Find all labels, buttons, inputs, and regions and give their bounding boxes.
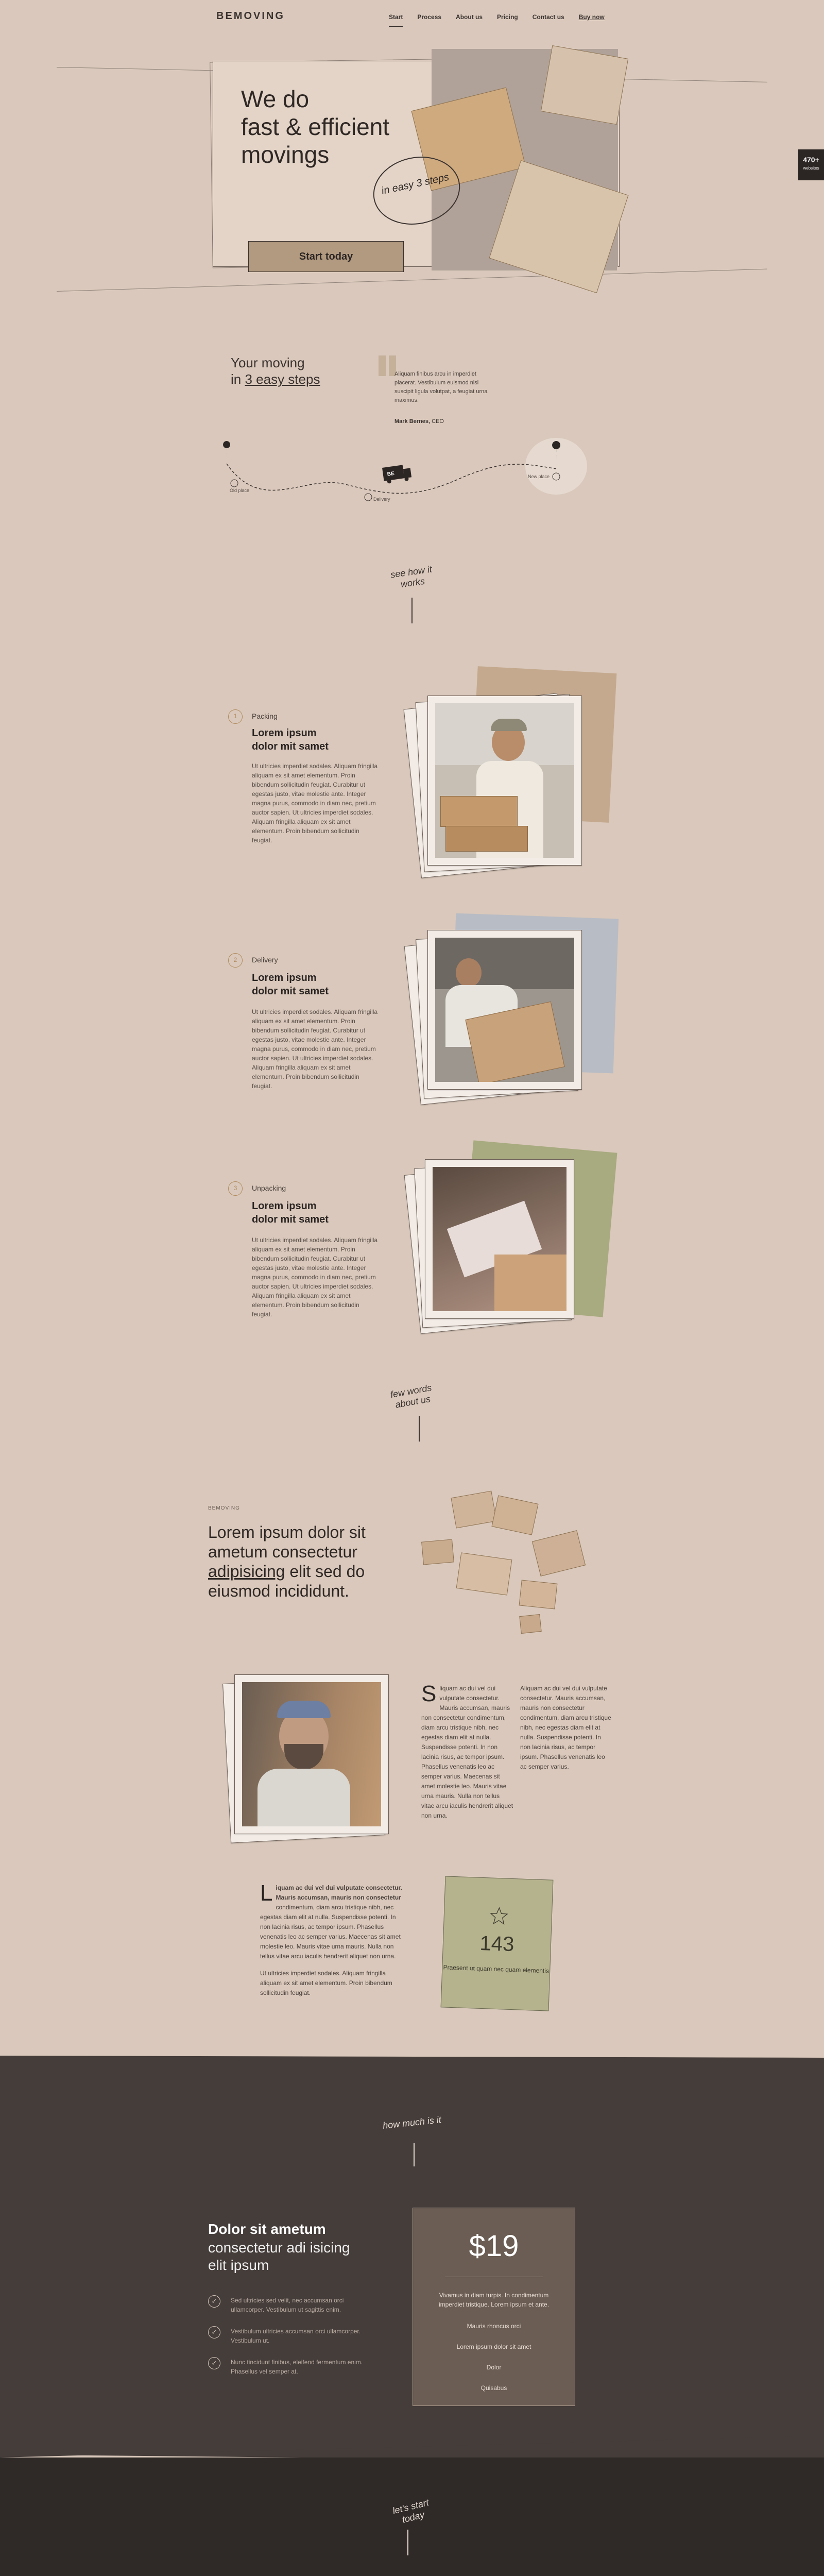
about-column-1-text: liquam ac dui vel dui vulputate consectetur. Mauris accumsan, mauris non consectetur condimentum, diam arcu tristique nibh, nec egestas diam elit at nulla. Suspendisse potenti. In non lacinia risus, ac tempor ipsum. Phasellus venenatis leo ac semper varius. Maecenas sit amet molestie leo. Mauris vitae urna mauris. Nulla non tellus vitae arcu iaculis hendrerit aliquet non urna. — [421, 1685, 513, 1819]
about-title-link[interactable]: adipisicing — [208, 1562, 285, 1581]
origin-label: Old place — [230, 488, 250, 493]
side-badge-count: 470+ — [803, 156, 819, 164]
about-title-line: ametum consectetur — [208, 1543, 357, 1561]
truck-label: BE — [387, 470, 395, 478]
steps-title-pre: in — [231, 371, 245, 387]
main-nav — [389, 13, 605, 27]
how-much-note: how much is it — [382, 2114, 442, 2131]
pricing-section — [0, 2056, 824, 2463]
price-feature: Quisabus — [480, 2384, 507, 2392]
counter-label: Praesent ut quam nec quam elementis — [443, 1963, 550, 1975]
step-label: Unpacking — [252, 1184, 286, 1192]
about-dropcap: S — [421, 1681, 437, 1706]
about-title-line: elit sed do — [285, 1562, 365, 1581]
price-feature: Mauris rhoncus orci — [467, 2323, 521, 2330]
nav-buy-now[interactable]: Buy now — [578, 13, 605, 21]
price-features — [413, 2321, 575, 2393]
step-title-line: dolor mit samet — [252, 986, 329, 997]
about-title-line: Lorem ipsum dolor sit — [208, 1523, 366, 1541]
portrait-photo — [234, 1674, 389, 1834]
box-pile — [421, 1539, 454, 1565]
box-pile — [456, 1552, 512, 1595]
step-text: Ut ultricies imperdiet sodales. Aliquam fringilla aliquam ex sit amet elementum. Proin bibendum sollicitudin feugiat. Curabitur ut egestas justo, vitae molestie ante. Integer magna purus, commodo in diam nec, pretium auctor sapien. Ut ultricies imperdiet sodales. Aliquam fringilla aliquam ex sit amet elementum. Proin bibendum sollicitudin feugiat. — [252, 762, 378, 844]
unpacking-photo — [425, 1159, 574, 1319]
nav-process[interactable]: Process — [417, 13, 442, 21]
mid-marker — [365, 494, 372, 501]
hero-title-line: fast & efficient — [241, 113, 390, 140]
counter-card — [441, 1876, 554, 2011]
arrow-down-icon — [414, 2143, 415, 2166]
delivery-photo-image — [435, 938, 574, 1082]
check-icon: ✓ — [208, 2357, 220, 2369]
about-column-2: Aliquam ac dui vel dui vulputate consectetur. Mauris accumsan, mauris non consectetur condimentum, diam arcu tristique nibh, nec egestas diam elit at nulla. Suspendisse potenti. In non lacinia risus, ac tempor ipsum. Phasellus venenatis leo ac semper varius. — [520, 1685, 611, 1770]
lets-start-note: let's start today — [391, 2497, 430, 2525]
side-badge[interactable] — [798, 149, 824, 180]
hero-box-top — [541, 45, 628, 125]
truck-icon — [382, 464, 412, 484]
origin-marker — [231, 480, 238, 487]
price-amount: $19 — [469, 2229, 519, 2263]
author-role: CEO — [432, 418, 444, 425]
box-pile — [491, 1495, 538, 1535]
delivery-photo — [427, 930, 582, 1090]
dest-label: New place — [528, 474, 550, 479]
steps-title-link[interactable]: 3 easy steps — [245, 371, 320, 387]
step-title — [252, 726, 329, 753]
nav-about[interactable]: About us — [456, 13, 483, 21]
arrow-down-icon — [411, 598, 413, 623]
step-title-line: Lorem ipsum — [252, 972, 317, 984]
counter-number: 143 — [479, 1931, 515, 1956]
hero-title-line: movings — [241, 141, 330, 168]
quote-text: Aliquam finibus arcu in imperdiet placerat. Vestibulum euismod nisl suscipit ligula volutpat, a feugiat urna maximus. — [394, 371, 488, 403]
star-icon — [489, 1906, 508, 1925]
steps-title — [231, 354, 320, 387]
arrow-down-icon — [407, 2530, 408, 2555]
price-description: Vivamus in diam turpis. In condimentum imperdiet tristique. Lorem ipsum et ante. — [438, 2292, 550, 2308]
pricing-check-text: Vestibulum ultricies accumsan orci ullamcorper. Vestibulum ut. — [231, 2328, 361, 2344]
about-column-3 — [260, 1880, 404, 1998]
step-title — [252, 971, 329, 998]
easy-steps-stamp: in easy 3 steps — [367, 149, 466, 233]
box-pile — [519, 1614, 541, 1634]
hero-title-line: We do — [241, 86, 310, 112]
logo[interactable]: BEMOVING — [216, 10, 285, 22]
nav-start[interactable]: Start — [389, 13, 403, 27]
step-title-line: Lorem ipsum — [252, 727, 317, 739]
portrait-photo-image — [242, 1682, 381, 1826]
step-text: Ut ultricies imperdiet sodales. Aliquam fringilla aliquam ex sit amet elementum. Proin bibendum sollicitudin feugiat. Curabitur ut egestas justo, vitae molestie ante. Integer magna purus, commodo in diam nec, pretium auctor sapien. Ut ultricies imperdiet sodales. Aliquam fringilla aliquam ex sit amet elementum. Proin bibendum sollicitudin feugiat. — [252, 1236, 378, 1318]
author-name: Mark Bernes, — [394, 418, 431, 425]
unpacking-photo-image — [433, 1167, 566, 1311]
step-title-line: dolor mit samet — [252, 741, 329, 752]
step-number: 3 — [228, 1181, 243, 1196]
pricing-check-text: Sed ultricies sed velit, nec accumsan orci ullamcorper. Vestibulum ut sagittis enim. — [231, 2297, 344, 2313]
step-text: Ut ultricies imperdiet sodales. Aliquam fringilla aliquam ex sit amet elementum. Proin bibendum sollicitudin feugiat. Curabitur ut egestas justo, vitae molestie ante. Integer magna purus, commodo in diam nec, pretium auctor sapien. Ut ultricies imperdiet sodales. Aliquam fringilla aliquam ex sit amet elementum. Proin bibendum sollicitudin feugiat. — [252, 1008, 378, 1090]
step-title-line: dolor mit samet — [252, 1214, 329, 1225]
few-words-note: few words about us — [389, 1382, 433, 1410]
pricing-subtitle-line: consectetur adi isicing — [208, 2240, 350, 2256]
origin-pin-icon — [223, 441, 230, 457]
price-feature: Lorem ipsum dolor sit amet — [456, 2343, 531, 2350]
mid-label: Delivery — [373, 497, 390, 502]
side-badge-label: websites — [803, 166, 819, 171]
step-title-line: Lorem ipsum — [252, 1200, 317, 1212]
about-column-3-bold: iquam ac dui vel dui vulputate consectetur. Mauris accumsan, mauris non consectetur — [276, 1884, 402, 1901]
check-icon: ✓ — [208, 2295, 220, 2308]
packing-photo-image — [435, 703, 574, 858]
step-number: 1 — [228, 709, 243, 724]
box-pile — [519, 1580, 558, 1609]
arrow-down-icon — [419, 1416, 420, 1442]
pricing-check-text: Nunc tincidunt finibus, eleifend fermentum enim. Phasellus vel semper at. — [231, 2359, 363, 2375]
route-map — [216, 438, 618, 531]
step-label: Delivery — [252, 956, 278, 964]
step-number: 2 — [228, 953, 243, 968]
pricing-subtitle — [208, 2239, 350, 2274]
steps-title-line1: Your moving — [231, 355, 305, 370]
start-today-button[interactable]: Start today — [248, 241, 404, 272]
about-column-3-extra: Ut ultricies imperdiet sodales. Aliquam fringilla aliquam ex sit amet elementum. Proin bibendum sollicitudin feugiat. — [260, 1970, 392, 1996]
box-pile — [451, 1491, 496, 1529]
about-kicker: BEMOVING — [208, 1505, 240, 1511]
hero-line — [57, 269, 767, 292]
check-icon: ✓ — [208, 2326, 220, 2338]
about-dropcap: L — [260, 1880, 273, 1906]
step-title — [252, 1199, 329, 1226]
price-feature: Dolor — [486, 2364, 502, 2371]
nav-contact[interactable]: Contact us — [532, 13, 564, 21]
step-label: Packing — [252, 712, 278, 720]
about-title — [208, 1522, 378, 1601]
packing-photo — [427, 696, 582, 866]
hero-title — [241, 85, 389, 168]
pricing-title: Dolor sit ametum — [208, 2221, 326, 2237]
nav-pricing[interactable]: Pricing — [497, 13, 518, 21]
box-pile — [532, 1530, 586, 1577]
about-column-1 — [421, 1681, 514, 1821]
quote-author — [394, 418, 444, 425]
about-column-3-text: condimentum, diam arcu tristique nibh, nec egestas diam elit at nulla. Suspendisse potenti. In non lacinia risus, ac tempor ipsum. Phasellus venenatis leo ac semper varius. Maecenas sit amet molestie leo. Mauris vitae urna mauris. Nulla non tellus vitae arcu iaculis hendrerit aliquet non urna. — [260, 1904, 401, 1960]
price-card — [413, 2208, 575, 2406]
about-title-line: eiusmod incididunt. — [208, 1582, 349, 1600]
see-how-note: see how it works — [389, 564, 433, 590]
pricing-subtitle-line: elit ipsum — [208, 2257, 269, 2273]
